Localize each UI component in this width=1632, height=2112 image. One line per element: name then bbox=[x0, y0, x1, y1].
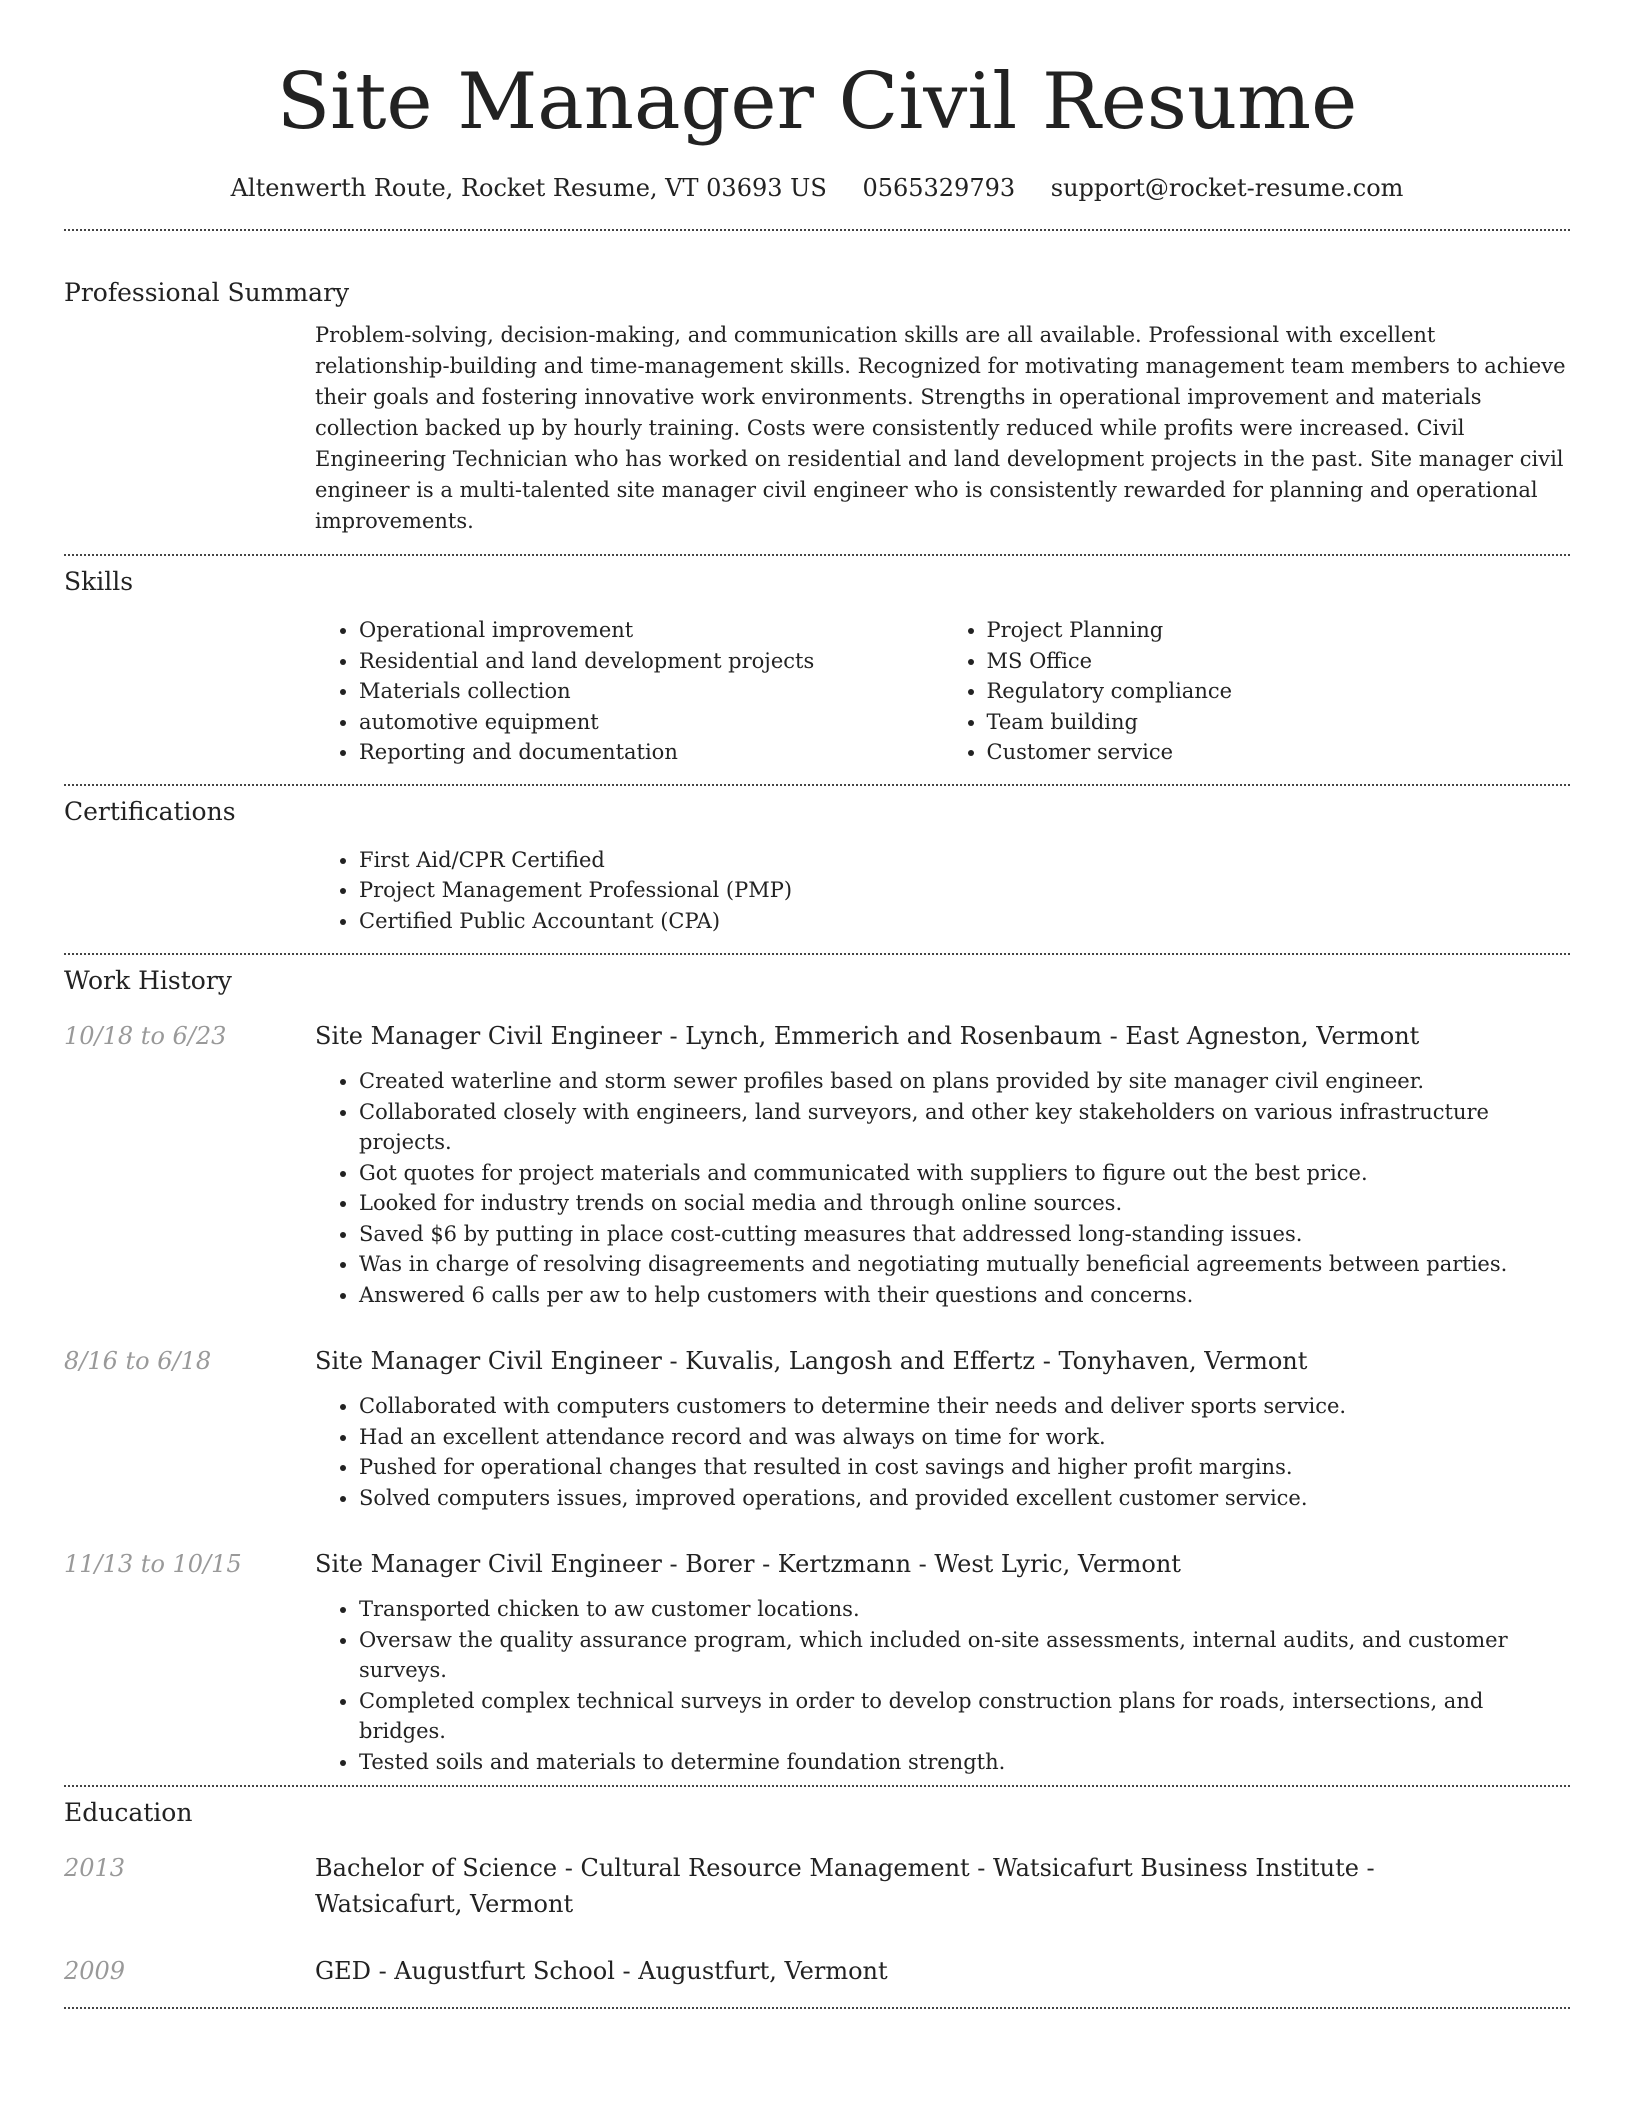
divider bbox=[64, 2007, 1570, 2009]
contact-line bbox=[64, 170, 1570, 206]
section-title-summary: Professional Summary bbox=[64, 278, 350, 307]
skill-item: • Reporting and documentation bbox=[359, 737, 943, 768]
certifications-list bbox=[315, 845, 1570, 937]
education-title: GED - Augustfurt School - Augustfurt, Vermont bbox=[315, 1957, 888, 1985]
section-title-work-history: Work History bbox=[64, 966, 232, 995]
job-title: Site Manager Civil Engineer - Kuvalis, Langosh and Effertz - Tonyhaven, Vermont bbox=[315, 1347, 1308, 1375]
job-bullet: • Was in charge of resolving disagreements and negotiating mutually beneficial agreements between parties. bbox=[359, 1249, 1570, 1280]
skill-item: • Regulatory compliance bbox=[987, 676, 1571, 707]
job-bullet: • Tested soils and materials to determine foundation strength. bbox=[359, 1747, 1570, 1778]
job-title: Site Manager Civil Engineer - Lynch, Emmerich and Rosenbaum - East Agneston, Vermont bbox=[315, 1022, 1420, 1050]
skills-list-left bbox=[315, 615, 943, 768]
skill-item: • Customer service bbox=[987, 737, 1571, 768]
job-dates: 10/18 to 6/23 bbox=[64, 1022, 227, 1050]
job-bullets bbox=[315, 1391, 1570, 1513]
job-bullet: • Looked for industry trends on social media and through online sources. bbox=[359, 1188, 1570, 1219]
certification-item: • Project Management Professional (PMP) bbox=[359, 875, 1570, 906]
skill-item: • MS Office bbox=[987, 646, 1571, 677]
education-entry bbox=[64, 1953, 1570, 1989]
section-title-certifications: Certifications bbox=[64, 796, 236, 826]
skills-list-right bbox=[943, 615, 1571, 768]
job-entry bbox=[64, 1546, 1570, 1777]
job-bullet: • Completed complex technical surveys in order to develop construction plans for roads, intersections, and bridges. bbox=[359, 1686, 1570, 1747]
certification-item: • First Aid/CPR Certified bbox=[359, 845, 1570, 876]
certifications-section bbox=[64, 786, 1570, 937]
education-year: 2013 bbox=[64, 1854, 126, 1882]
resume-title: Site Manager Civil Resume bbox=[276, 57, 1358, 147]
job-bullet: • Oversaw the quality assurance program, which included on-site assessments, internal audits, and customer surveys. bbox=[359, 1625, 1570, 1686]
job-bullet: • Transported chicken to aw customer locations. bbox=[359, 1594, 1570, 1625]
education-year: 2009 bbox=[64, 1957, 126, 1985]
job-bullets bbox=[315, 1594, 1570, 1777]
skills-section bbox=[64, 556, 1570, 768]
skill-item: • Team building bbox=[987, 707, 1571, 738]
job-bullet: • Had an excellent attendance record and was always on time for work. bbox=[359, 1422, 1570, 1453]
job-bullet: • Created waterline and storm sewer profiles based on plans provided by site manager civil engineer. bbox=[359, 1066, 1570, 1097]
skill-item: • Project Planning bbox=[987, 615, 1571, 646]
contact-phone: 0565329793 bbox=[862, 174, 1016, 202]
section-title-education: Education bbox=[64, 1798, 193, 1827]
summary-text: Problem-solving, decision-making, and communication skills are all available. Professional with excellent relationship-building and time-management skills. Recognized for motivating management team members to achieve their goals and fostering innovative work environments. Strengths in operational improvement and materials collection backed up by hourly training. Costs were consistently reduced while profits were increased. Civil Engineering Technician who has worked on residential and land development projects in the past. Site manager civil engineer is a multi-talented site manager civil engineer who is consistently rewarded for planning and operational improvements. bbox=[315, 323, 1566, 533]
job-bullet: • Solved computers issues, improved operations, and provided excellent customer service. bbox=[359, 1483, 1570, 1514]
job-entry bbox=[64, 1343, 1570, 1513]
contact-address: Altenwerth Route, Rocket Resume, VT 03693 US bbox=[230, 174, 827, 202]
job-dates: 8/16 to 6/18 bbox=[64, 1347, 212, 1375]
job-dates: 11/13 to 10/15 bbox=[64, 1550, 242, 1578]
job-bullet: • Collaborated with computers customers to determine their needs and deliver sports service. bbox=[359, 1391, 1570, 1422]
job-bullet: • Saved $6 by putting in place cost-cutting measures that addressed long-standing issues. bbox=[359, 1219, 1570, 1250]
skill-item: • Operational improvement bbox=[359, 615, 943, 646]
skill-item: • automotive equipment bbox=[359, 707, 943, 738]
summary-section bbox=[64, 231, 1570, 537]
skill-item: • Materials collection bbox=[359, 676, 943, 707]
work-history-section bbox=[64, 955, 1570, 1777]
job-entry bbox=[64, 1018, 1570, 1310]
education-title: Bachelor of Science - Cultural Resource Management - Watsicafurt Business Institute - Watsicafurt, Vermont bbox=[315, 1854, 1375, 1918]
job-bullets bbox=[315, 1066, 1570, 1310]
section-title-skills: Skills bbox=[64, 567, 134, 596]
job-bullet: • Collaborated closely with engineers, land surveyors, and other key stakeholders on various infrastructure projects. bbox=[359, 1097, 1570, 1158]
job-bullet: • Pushed for operational changes that resulted in cost savings and higher profit margins. bbox=[359, 1452, 1570, 1483]
job-bullet: • Answered 6 calls per aw to help customers with their questions and concerns. bbox=[359, 1280, 1570, 1311]
job-title: Site Manager Civil Engineer - Borer - Kertzmann - West Lyric, Vermont bbox=[315, 1550, 1181, 1578]
education-section bbox=[64, 1787, 1570, 1989]
resume-page bbox=[64, 0, 1570, 2009]
skill-item: • Residential and land development projects bbox=[359, 646, 943, 677]
job-bullet: • Got quotes for project materials and communicated with suppliers to figure out the best price. bbox=[359, 1158, 1570, 1189]
education-entry bbox=[64, 1850, 1570, 1922]
contact-email: support@rocket-resume.com bbox=[1050, 174, 1404, 202]
certification-item: • Certified Public Accountant (CPA) bbox=[359, 906, 1570, 937]
